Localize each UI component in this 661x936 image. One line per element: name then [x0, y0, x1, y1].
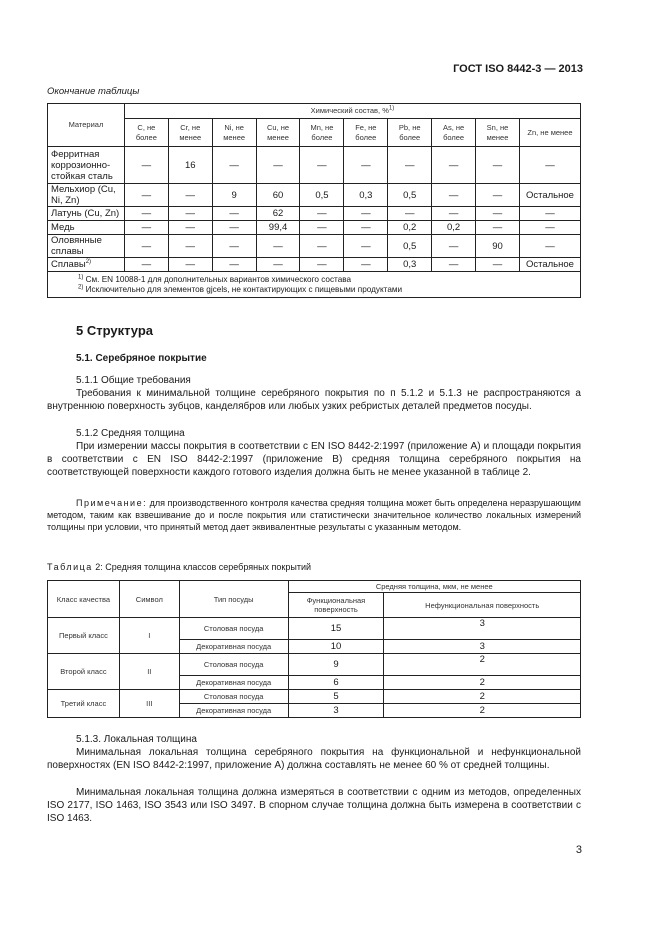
value-cell: — — [168, 258, 212, 272]
tableware-type-cell: Декоративная посуда — [179, 704, 288, 718]
paragraph: При измерении массы покрытия в соответствии с EN ISO 8442-2:1997 (приложение А) и площади покрытия в соответствии с EN ISO 8442-2:1997 (приложение В) средняя толщина серебряного покрытия на соответствующей поверхности каждого готового изделия должна быть не менее указанной в таблице 2. — [47, 441, 581, 478]
value-cell: — — [124, 207, 168, 221]
value-cell: — — [300, 147, 344, 184]
value-cell: — — [124, 147, 168, 184]
value-cell: — — [212, 147, 256, 184]
tableware-type-cell: Декоративная посуда — [179, 640, 288, 654]
value-cell: — — [344, 207, 388, 221]
column-header: As, не более — [432, 119, 476, 147]
value-cell: — — [476, 147, 520, 184]
table-row — [48, 207, 581, 221]
value-cell: — — [432, 235, 476, 258]
functional-thickness-cell: 9 — [288, 654, 384, 676]
paragraph: Минимальная локальная толщина должна измеряться в соответствии с одним из методов, определенных ISO 2177, ISO 1463, ISO 3543 или ISO 3497. В спорном случае толщина должна быть измерена в соответствии с ISO 1463. — [47, 787, 581, 824]
value-cell: — — [300, 221, 344, 235]
material-cell: Ферритная коррозионно-стойкая сталь — [48, 147, 125, 184]
value-cell: 0,5 — [300, 184, 344, 207]
value-cell: — — [168, 207, 212, 221]
table-row — [48, 221, 581, 235]
functional-thickness-cell: 10 — [288, 640, 384, 654]
symbol-cell: III — [119, 690, 179, 718]
column-header: Pb, не более — [388, 119, 432, 147]
symbol-cell: II — [119, 654, 179, 690]
value-cell: 62 — [256, 207, 300, 221]
table-continuation-label: Окончание таблицы — [47, 86, 140, 97]
value-cell: — — [344, 221, 388, 235]
value-cell: — — [212, 207, 256, 221]
value-cell: — — [212, 221, 256, 235]
nonfunctional-thickness-cell: 2 — [384, 676, 581, 690]
column-header: C, не более — [124, 119, 168, 147]
value-cell: 99,4 — [256, 221, 300, 235]
value-cell: — — [519, 235, 580, 258]
column-header: Zn, не менее — [519, 119, 580, 147]
quality-class-cell: Третий класс — [48, 690, 120, 718]
functional-thickness-cell: 15 — [288, 618, 384, 640]
value-cell: — — [344, 147, 388, 184]
functional-thickness-cell: 3 — [288, 704, 384, 718]
value-cell: 9 — [212, 184, 256, 207]
value-cell: 0,5 — [388, 235, 432, 258]
value-cell: 0,2 — [432, 221, 476, 235]
value-cell: — — [519, 147, 580, 184]
value-cell: — — [519, 207, 580, 221]
material-cell: Медь — [48, 221, 125, 235]
value-cell: — — [476, 207, 520, 221]
nonfunctional-thickness-cell: 2 — [384, 690, 581, 704]
value-cell: — — [300, 207, 344, 221]
value-cell: — — [344, 258, 388, 272]
value-cell: — — [432, 207, 476, 221]
value-cell: 60 — [256, 184, 300, 207]
class-header: Класс качества — [48, 581, 120, 618]
symbol-header: Символ — [119, 581, 179, 618]
value-cell: — — [168, 235, 212, 258]
table-row — [48, 258, 581, 272]
column-header: Sn, не менее — [476, 119, 520, 147]
value-cell: Остальное — [519, 184, 580, 207]
value-cell: — — [124, 184, 168, 207]
table-row — [48, 618, 581, 640]
value-cell: 0,2 — [388, 221, 432, 235]
column-header: Ni, не менее — [212, 119, 256, 147]
value-cell: Остальное — [519, 258, 580, 272]
symbol-cell: I — [119, 618, 179, 654]
nonfunctional-thickness-cell: 3 — [384, 640, 581, 654]
table-row — [48, 235, 581, 258]
column-header: Cu, не менее — [256, 119, 300, 147]
chem-composition-header: Химический состав, %$^{1)}$ — [124, 104, 580, 119]
material-cell: Латунь (Cu, Zn) — [48, 207, 125, 221]
value-cell: — — [388, 147, 432, 184]
value-cell: — — [168, 184, 212, 207]
nonfunctional-thickness-cell: 2 — [384, 704, 581, 718]
table-caption: Таблица 2: Средняя толщина классов серебряных покрытий — [47, 562, 312, 572]
column-header: Cr, не менее — [168, 119, 212, 147]
nonfunctional-thickness-cell: 3 — [384, 618, 581, 640]
footnote: $^{2)}$ Исключительно для элементов gjcels, не контактирующих с пищевыми продуктами — [78, 283, 403, 294]
table-row — [48, 184, 581, 207]
section-heading: 5 Структура — [76, 323, 154, 338]
value-cell: — — [256, 235, 300, 258]
coating-thickness-table — [47, 580, 581, 718]
value-cell: — — [432, 184, 476, 207]
value-cell: — — [300, 235, 344, 258]
material-cell: Сплавы$^{2)}$ — [48, 258, 125, 272]
nonfunctional-thickness-cell: 2 — [384, 654, 581, 676]
value-cell: 90 — [476, 235, 520, 258]
value-cell: — — [124, 258, 168, 272]
value-cell: 16 — [168, 147, 212, 184]
value-cell: — — [432, 147, 476, 184]
value-cell: 0,3 — [388, 258, 432, 272]
tableware-type-cell: Столовая посуда — [179, 654, 288, 676]
paragraph: Минимальная локальная толщина серебряного покрытия на функциональной и нефункциональной поверхностях (EN ISO 8442-2:1997, приложение А) должна составлять не менее 60 % от средней толщины. — [47, 747, 581, 771]
avg-thickness-header: Средняя толщина, мкм, не менее — [288, 581, 580, 593]
quality-class-cell: Первый класс — [48, 618, 120, 654]
tableware-type-cell: Столовая посуда — [179, 618, 288, 640]
table-row — [48, 147, 581, 184]
subsection-heading: 5.1. Серебряное покрытие — [76, 353, 207, 364]
column-header: Fe, не более — [344, 119, 388, 147]
functional-surface-header: Функциональная поверхность — [288, 593, 384, 618]
table-footnotes — [48, 272, 581, 298]
paragraph: Требования к минимальной толщине серебряного покрытия по п 5.1.2 и 5.1.3 не распространяются а внутреннюю поверхность зубцов, канделябров или любых узких ребристых деталей предметов посуды. — [47, 388, 581, 412]
material-cell: Оловянные сплавы — [48, 235, 125, 258]
value-cell: — — [124, 221, 168, 235]
value-cell: — — [388, 207, 432, 221]
value-cell: — — [476, 184, 520, 207]
value-cell: — — [344, 235, 388, 258]
table-row — [48, 654, 581, 676]
tableware-type-cell: Столовая посуда — [179, 690, 288, 704]
value-cell: 0,3 — [344, 184, 388, 207]
value-cell: — — [256, 147, 300, 184]
type-header: Тип посуды — [179, 581, 288, 618]
value-cell: — — [476, 221, 520, 235]
nonfunctional-surface-header: Нефункциональная поверхность — [384, 593, 581, 618]
column-header: Mn, не более — [300, 119, 344, 147]
value-cell: — — [476, 258, 520, 272]
page-number: 3 — [575, 844, 582, 856]
material-cell: Мельхиор (Cu, Ni, Zn) — [48, 184, 125, 207]
footnote: $^{1)}$ См. EN 10088-1 для дополнительных вариантов химического состава — [78, 273, 352, 284]
value-cell: — — [168, 221, 212, 235]
functional-thickness-cell: 5 — [288, 690, 384, 704]
material-header: Материал — [48, 104, 125, 147]
value-cell: 0,5 — [388, 184, 432, 207]
value-cell: — — [212, 258, 256, 272]
paragraph-heading: 5.1.3. Локальная толщина — [76, 734, 197, 745]
note-paragraph: Примечание: для производственного контроля качества средняя толщина может быть определена неразрушающим методом, таким как взвешивание до и после покрытия или статистически значительное количество локальных измерений толщины при условии, что принятый метод дает эквивалентные результаты с указанным методом. — [47, 498, 581, 532]
quality-class-cell: Второй класс — [48, 654, 120, 690]
value-cell: — — [124, 235, 168, 258]
tableware-type-cell: Декоративная посуда — [179, 676, 288, 690]
chemical-composition-table — [47, 103, 581, 298]
functional-thickness-cell: 6 — [288, 676, 384, 690]
value-cell: — — [519, 221, 580, 235]
value-cell: — — [212, 235, 256, 258]
value-cell: — — [432, 258, 476, 272]
paragraph-heading: 5.1.1 Общие требования — [76, 375, 191, 386]
table-row — [48, 690, 581, 704]
standard-number: ГОСТ ISO 8442-3 — 2013 — [453, 63, 583, 75]
value-cell: — — [300, 258, 344, 272]
paragraph-heading: 5.1.2 Средняя толщина — [76, 428, 185, 439]
value-cell: — — [256, 258, 300, 272]
